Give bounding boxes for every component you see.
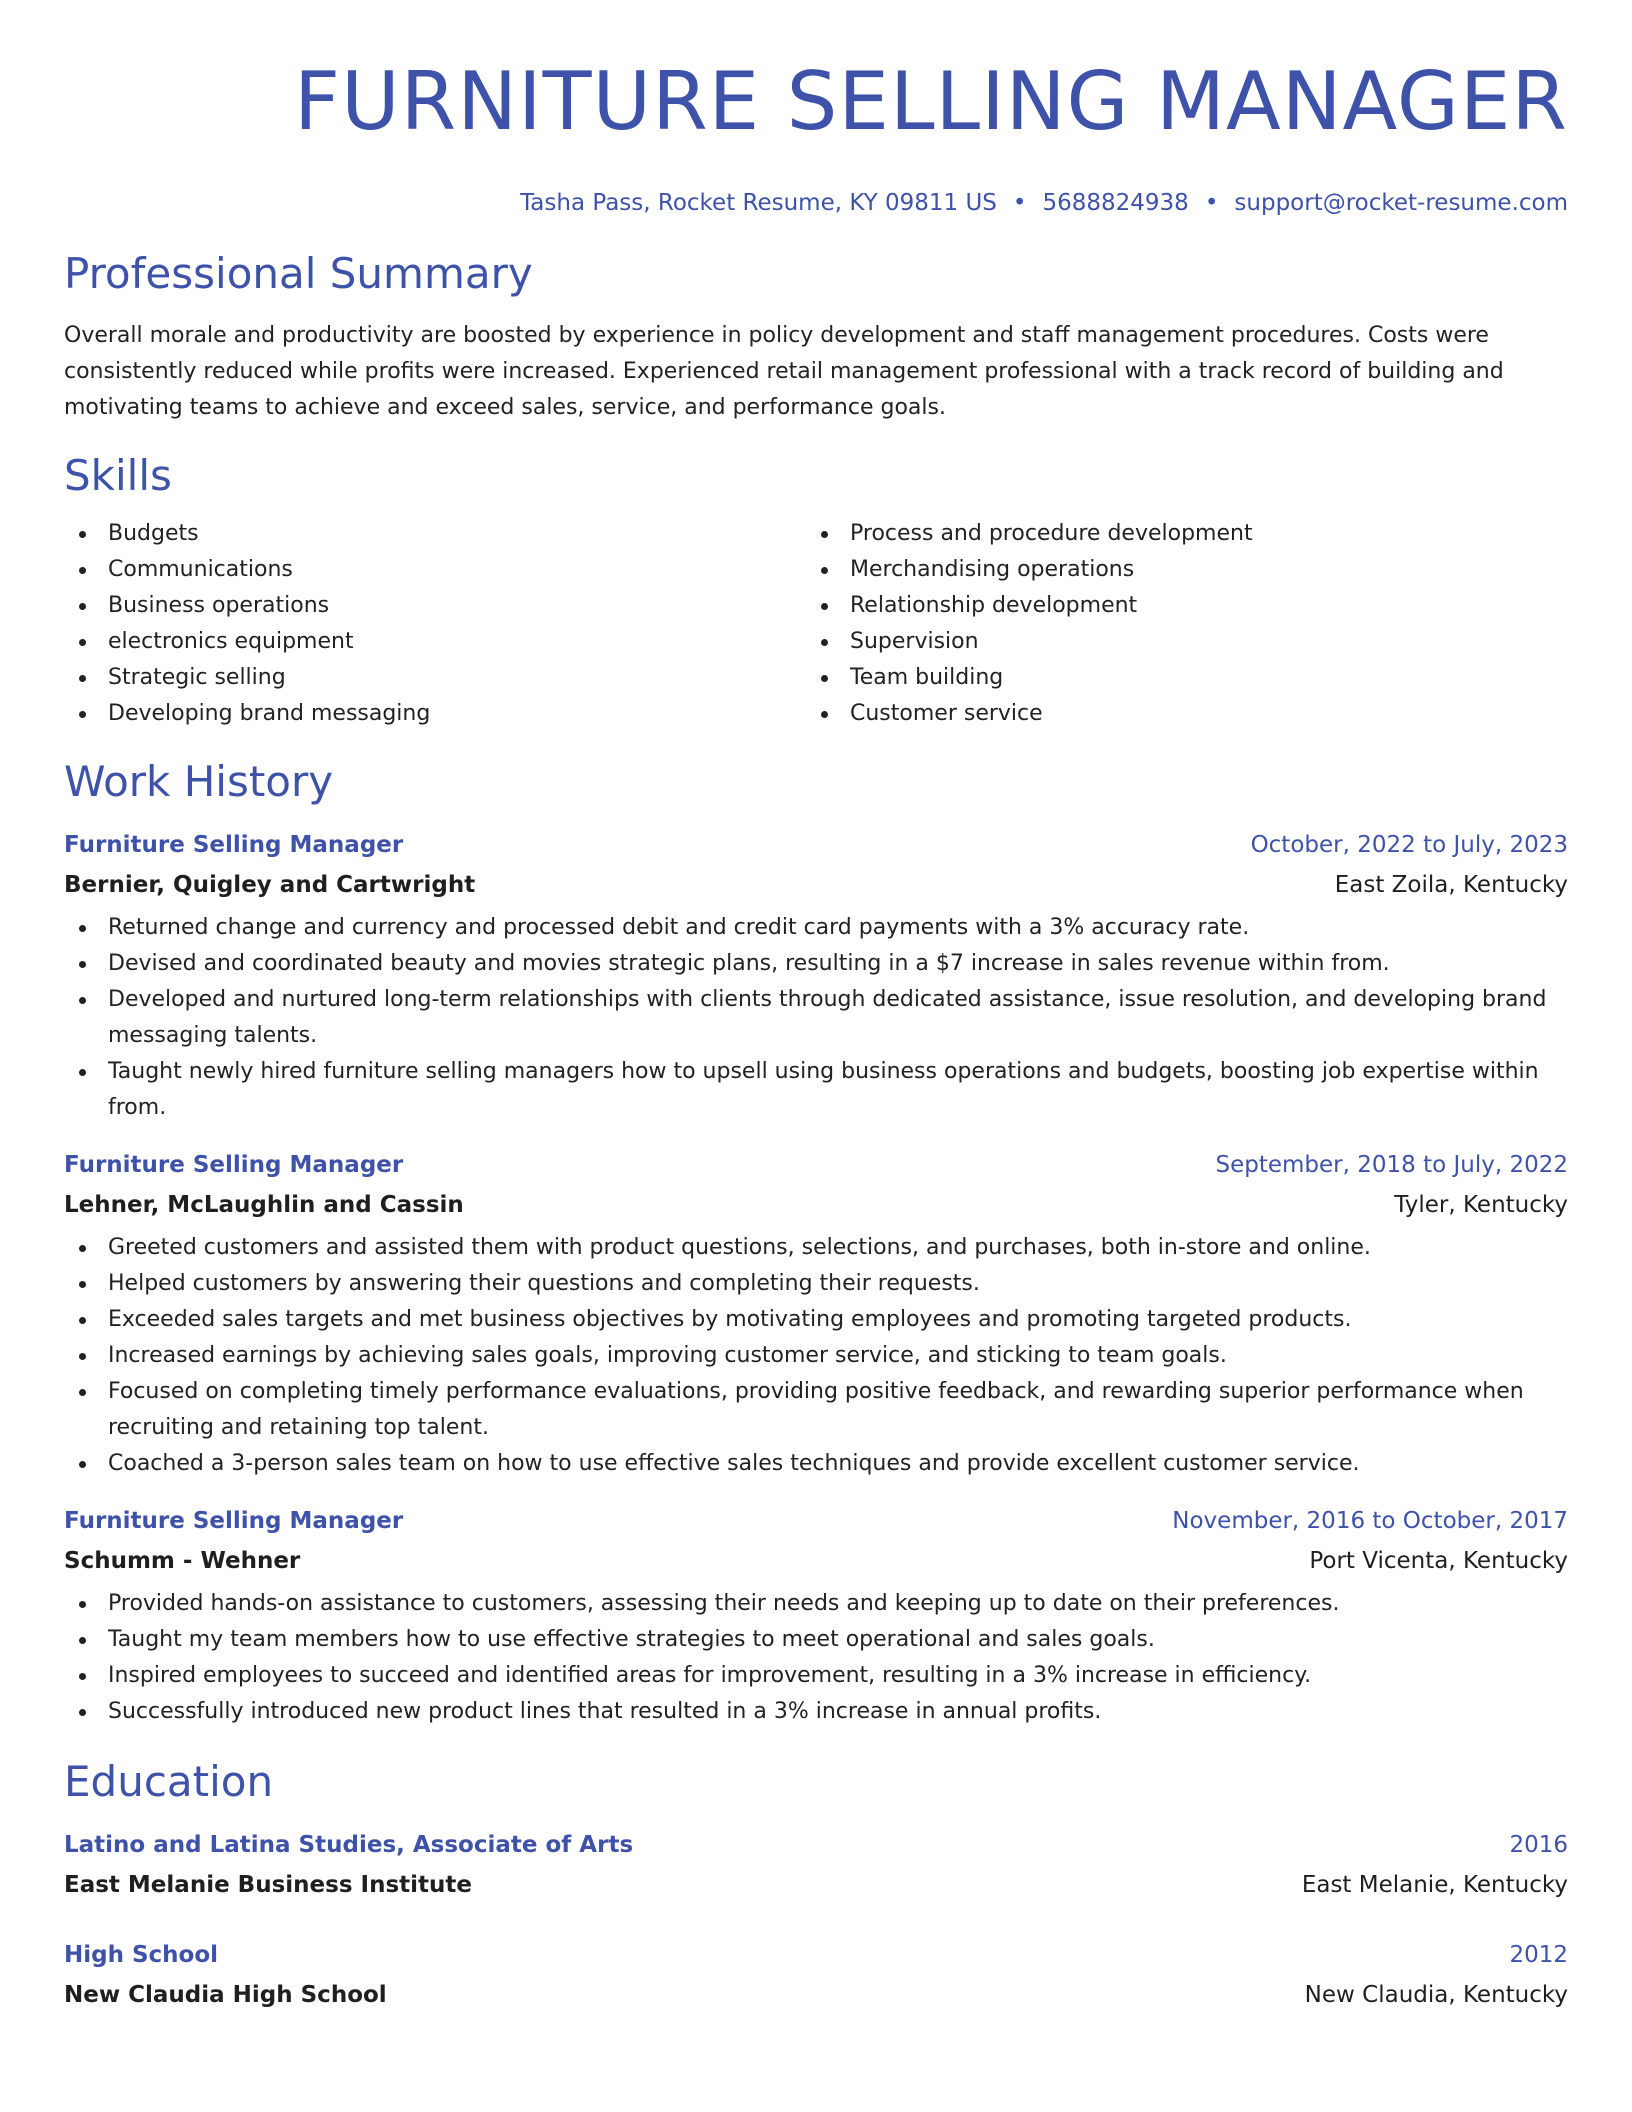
graduation-year: 2016 (1509, 1832, 1568, 1858)
company-row (64, 1190, 1568, 1220)
job-bullets (64, 1230, 1568, 1482)
job-title-row (64, 1150, 1568, 1180)
skills-left-column (64, 516, 806, 732)
job-title: Furniture Selling Manager (64, 832, 404, 858)
summary-heading: Professional Summary (64, 249, 533, 298)
school-row (64, 1870, 1568, 1900)
job-bullet: Returned change and currency and processed debit and credit card payments with a 3% accuracy rate. (64, 910, 1568, 946)
job-location: Tyler, Kentucky (1394, 1192, 1568, 1218)
skill-item: Strategic selling (64, 660, 806, 696)
contact-separator: • (1012, 190, 1027, 216)
contact-email: support@rocket-resume.com (1234, 190, 1568, 216)
job-bullet: Focused on completing timely performance evaluations, providing positive feedback, and rewarding superior performance when recruiting and retaining top talent. (64, 1374, 1568, 1446)
job-bullet: Provided hands-on assistance to customers, assessing their needs and keeping up to date on their preferences. (64, 1586, 1568, 1622)
contact-line (64, 188, 1568, 218)
school-row (64, 1980, 1568, 2010)
job-entry (64, 1506, 1568, 1730)
education-entry (64, 1830, 1568, 1900)
job-title-row (64, 830, 1568, 860)
summary-text: Overall morale and productivity are boosted by experience in policy development and staff management procedures. Costs were consistently reduced while profits were increased. Experienced retail management professional with a track record of building and motivating teams to achieve and exceed sales, service, and performance goals. (64, 323, 1504, 420)
job-entry (64, 830, 1568, 1126)
degree-row (64, 1830, 1568, 1860)
job-title: Furniture Selling Manager (64, 1152, 404, 1178)
job-dates: October, 2022 to July, 2023 (1250, 832, 1568, 858)
graduation-year: 2012 (1509, 1942, 1568, 1968)
contact-phone: 5688824938 (1042, 190, 1189, 216)
skill-item: electronics equipment (64, 624, 806, 660)
skill-item: Process and procedure development (806, 516, 1548, 552)
job-bullet: Coached a 3-person sales team on how to use effective sales techniques and provide excellent customer service. (64, 1446, 1568, 1482)
job-location: Port Vicenta, Kentucky (1309, 1548, 1568, 1574)
contact-address: Tasha Pass, Rocket Resume, KY 09811 US (520, 190, 997, 216)
skill-item: Developing brand messaging (64, 696, 806, 732)
school-name: East Melanie Business Institute (64, 1872, 472, 1898)
work-history-heading: Work History (64, 757, 334, 806)
degree-row (64, 1940, 1568, 1970)
company-row (64, 870, 1568, 900)
job-bullets (64, 910, 1568, 1126)
skill-item: Budgets (64, 516, 806, 552)
skill-item: Customer service (806, 696, 1548, 732)
job-bullet: Devised and coordinated beauty and movies strategic plans, resulting in a $7 increase in sales revenue within from. (64, 946, 1568, 982)
school-location: New Claudia, Kentucky (1304, 1982, 1568, 2008)
job-bullet: Helped customers by answering their questions and completing their requests. (64, 1266, 1568, 1302)
skills-columns (64, 516, 1568, 732)
company-row (64, 1546, 1568, 1576)
job-bullets (64, 1586, 1568, 1730)
skills-right-column (806, 516, 1548, 732)
school-location: East Melanie, Kentucky (1301, 1872, 1568, 1898)
skill-item: Business operations (64, 588, 806, 624)
education-heading: Education (64, 1757, 274, 1806)
job-bullet: Exceeded sales targets and met business objectives by motivating employees and promoting targeted products. (64, 1302, 1568, 1338)
page-title: FURNITURE SELLING MANAGER (294, 55, 1568, 148)
skills-heading: Skills (64, 451, 172, 500)
contact-separator: • (1204, 190, 1219, 216)
company-name: Lehner, McLaughlin and Cassin (64, 1192, 464, 1218)
skill-item: Relationship development (806, 588, 1548, 624)
job-bullet: Developed and nurtured long-term relationships with clients through dedicated assistance, issue resolution, and developing brand messaging talents. (64, 982, 1568, 1054)
job-location: East Zoila, Kentucky (1334, 872, 1568, 898)
company-name: Bernier, Quigley and Cartwright (64, 872, 476, 898)
job-dates: September, 2018 to July, 2022 (1215, 1152, 1568, 1178)
job-entry (64, 1150, 1568, 1482)
skill-item: Supervision (806, 624, 1548, 660)
education-entry (64, 1940, 1568, 2010)
skill-item: Team building (806, 660, 1548, 696)
job-bullet: Taught my team members how to use effective strategies to meet operational and sales goals. (64, 1622, 1568, 1658)
company-name: Schumm - Wehner (64, 1548, 301, 1574)
job-bullet: Successfully introduced new product lines that resulted in a 3% increase in annual profits. (64, 1694, 1568, 1730)
job-title-row (64, 1506, 1568, 1536)
degree-name: High School (64, 1942, 219, 1968)
job-bullet: Greeted customers and assisted them with product questions, selections, and purchases, both in-store and online. (64, 1230, 1568, 1266)
job-dates: November, 2016 to October, 2017 (1172, 1508, 1568, 1534)
skill-item: Communications (64, 552, 806, 588)
job-title: Furniture Selling Manager (64, 1508, 404, 1534)
skill-item: Merchandising operations (806, 552, 1548, 588)
job-bullet: Taught newly hired furniture selling managers how to upsell using business operations and budgets, boosting job expertise within from. (64, 1054, 1568, 1126)
degree-name: Latino and Latina Studies, Associate of Arts (64, 1832, 634, 1858)
job-bullet: Inspired employees to succeed and identified areas for improvement, resulting in a 3% increase in efficiency. (64, 1658, 1568, 1694)
job-bullet: Increased earnings by achieving sales goals, improving customer service, and sticking to team goals. (64, 1338, 1568, 1374)
school-name: New Claudia High School (64, 1982, 387, 2008)
